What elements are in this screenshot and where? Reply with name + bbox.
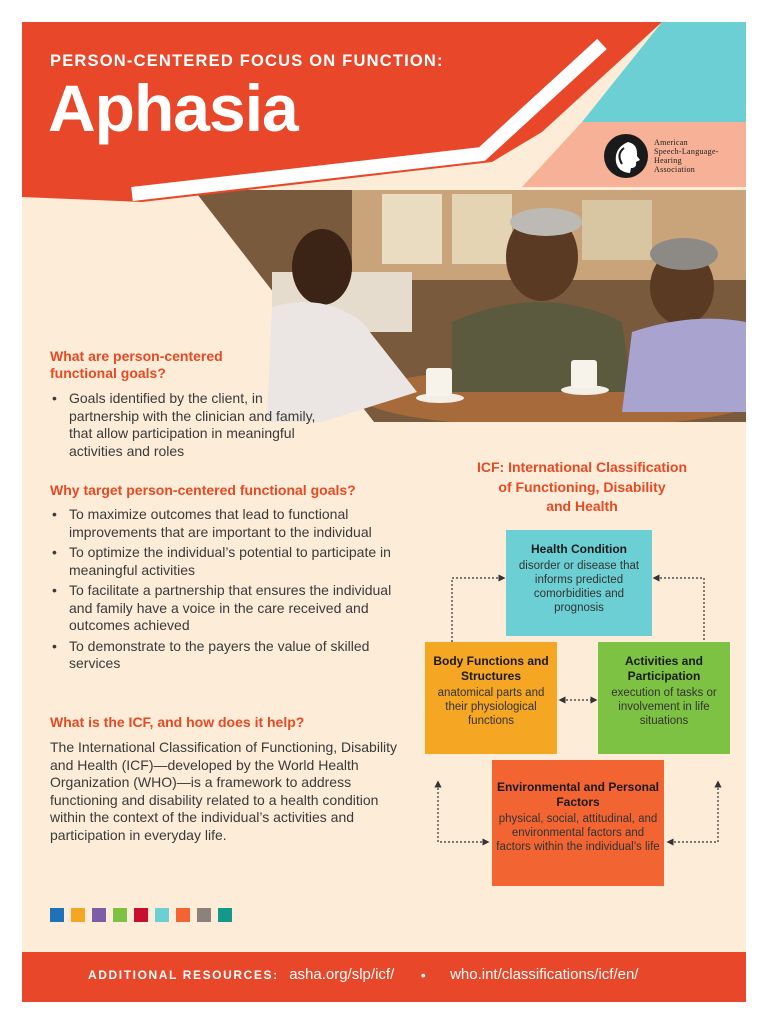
color-swatch: [134, 908, 148, 922]
color-swatch: [197, 908, 211, 922]
why-list: [50, 506, 402, 676]
list-item: • To maximize outcomes that lead to functional improvements that are important to the individual: [50, 506, 402, 541]
who-icf-link[interactable]: who.int/classifications/icf/en/: [450, 966, 639, 984]
icf-description: The International Classification of Functioning, Disability and Health (ICF)—developed by the World Health Organization (WHO)—is a framework to address functioning and disability related to a health condition within the context of the individual’s activities and participation in everyday life.: [50, 739, 398, 843]
list-item: • Goals identified by the client, in partnership with the clinician and family, that allow participation in meaningful activities and roles: [50, 390, 330, 460]
section-heading-goals: What are person-centered functional goals?: [50, 348, 223, 381]
asha-name: American Speech-Language- Hearing Association: [654, 138, 719, 174]
goals-list: [50, 390, 330, 463]
asha-profile-icon: [604, 134, 648, 178]
environmental-factors-desc: physical, social, attitudinal, and environmental factors and factors within the individual’s life: [496, 813, 660, 853]
section-heading-icf: What is the ICF, and how does it help?: [50, 714, 305, 730]
activities-box: [598, 642, 730, 754]
body-functions-title: Body Functions and Structures: [433, 654, 549, 683]
environmental-factors-box: [492, 760, 664, 886]
footer-bar: [22, 952, 746, 1002]
icf-diagram-title: ICF: International Classification of Functioning, Disability and Health: [476, 459, 688, 514]
footer-separator: •: [420, 966, 426, 983]
activities-title: Activities and Participation: [624, 654, 704, 683]
page-title: Aphasia: [48, 71, 298, 145]
color-swatch: [92, 908, 106, 922]
health-condition-desc: disorder or disease that informs predicted comorbidities and prognosis: [518, 560, 640, 614]
section-heading-why: Why target person-centered functional goals?: [50, 482, 356, 498]
header-kicker: PERSON-CENTERED FOCUS ON FUNCTION:: [50, 52, 444, 70]
activities-desc: execution of tasks or involvement in life situations: [611, 687, 717, 727]
environmental-factors-title: Environmental and Personal Factors: [496, 780, 660, 809]
page: [22, 22, 746, 1002]
color-swatch: [71, 908, 85, 922]
color-swatch: [113, 908, 127, 922]
color-swatch: [176, 908, 190, 922]
color-swatches: [50, 908, 239, 922]
color-swatch: [50, 908, 64, 922]
body-functions-desc: anatomical parts and their physiological functions: [437, 687, 545, 727]
list-item: • To demonstrate to the payers the value of skilled services: [50, 638, 402, 673]
health-condition-title: Health Condition: [531, 542, 627, 556]
color-swatch: [155, 908, 169, 922]
asha-icf-link[interactable]: asha.org/slp/icf/: [289, 966, 395, 984]
footer-label: ADDITIONAL RESOURCES:: [88, 967, 279, 982]
body-functions-box: [425, 642, 557, 754]
list-item: • To facilitate a partnership that ensures the individual and family have a voice in the care received and outcomes achieved: [50, 582, 402, 635]
health-condition-box: [506, 530, 652, 636]
color-swatch: [218, 908, 232, 922]
list-item: • To optimize the individual’s potential to participate in meaningful activities: [50, 544, 402, 579]
asha-logo: [604, 130, 734, 180]
